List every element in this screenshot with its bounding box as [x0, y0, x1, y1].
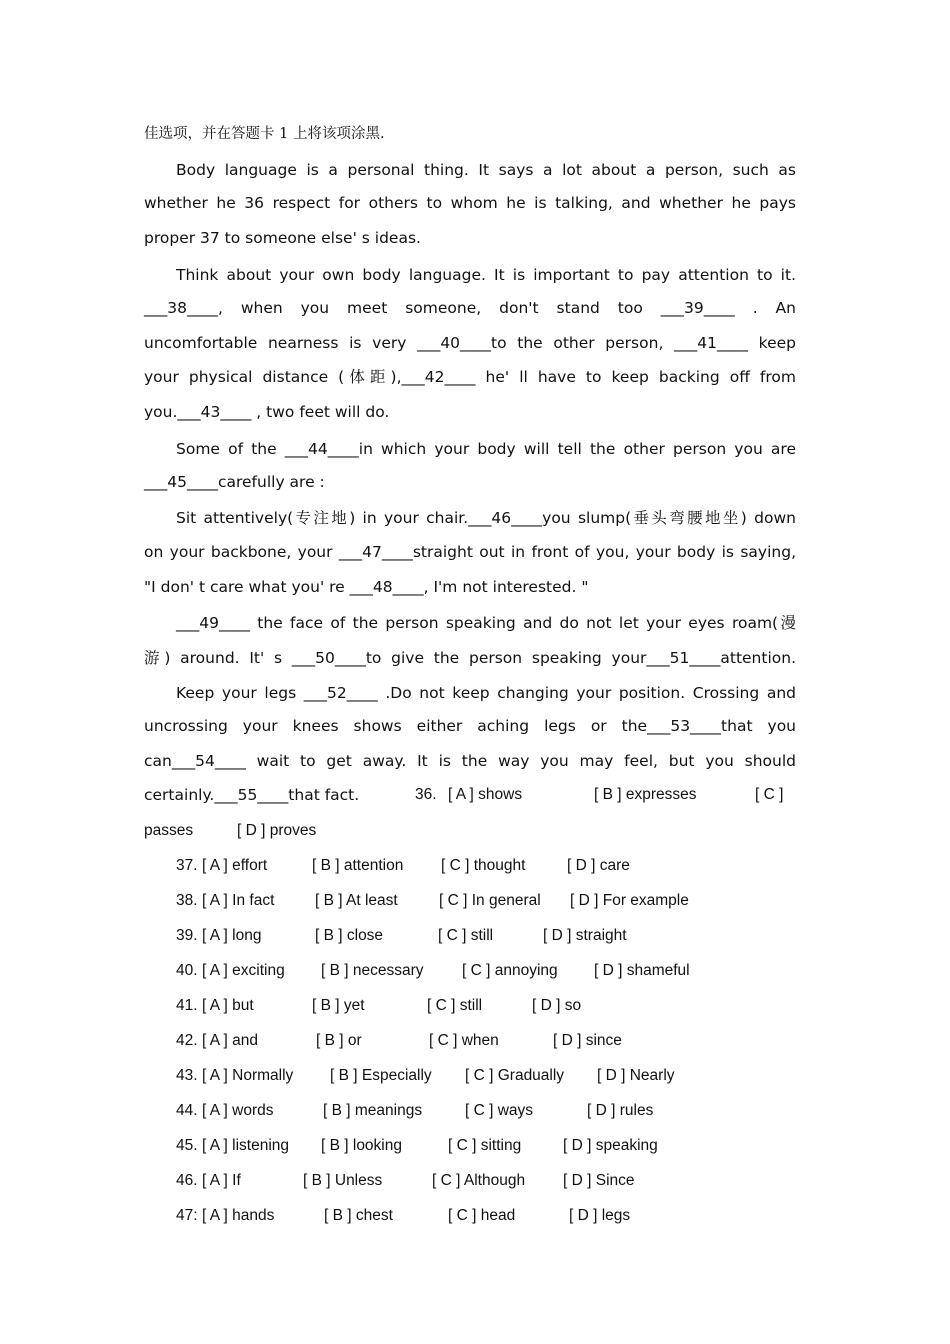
question-number: 44.: [176, 1102, 198, 1119]
passage-line: uncrossing your knees shows either aching legs or the___53____that you: [144, 717, 796, 735]
passage-line: uncomfortable nearness is very ___40____to the other person, ___41____ keep: [144, 334, 796, 352]
option-d: [ D ] shameful: [594, 962, 690, 979]
option-c: [ C ] ways: [465, 1102, 534, 1119]
option-d: [ D ] rules: [587, 1102, 654, 1119]
question-number: 37.: [176, 857, 198, 874]
option-a: [ A ] effort: [202, 857, 268, 874]
passage-line: proper 37 to someone else' s ideas.: [144, 229, 421, 247]
option-c: [ C ] still: [427, 997, 483, 1014]
option-b: [ B ] or: [316, 1032, 362, 1049]
option-b: [ B ] meanings: [323, 1102, 423, 1119]
option-d: [ D ] so: [532, 997, 582, 1014]
passage-line: ___38____, when you meet someone, don't stand too ___39____ . An: [144, 299, 796, 317]
passage-line: Think about your own body language. It is important to pay attention to it.: [176, 266, 796, 284]
option-d: [ D ] legs: [569, 1207, 631, 1224]
option-a: [ A ] listening: [202, 1137, 290, 1154]
option-c: [ C ] thought: [441, 857, 526, 874]
question-row-43: [0, 1067, 950, 1087]
question-row-39: [0, 927, 950, 947]
passage-line: Some of the ___44____in which your body will tell the other person you are: [176, 440, 796, 458]
option-b: [ B ] Unless: [303, 1172, 383, 1189]
option-b: [ B ] chest: [324, 1207, 393, 1224]
option-b: [ B ] attention: [312, 857, 404, 874]
passage-line: Sit attentively(专注地) in your chair.___46____you slump(垂头弯腰地坐) down: [176, 509, 796, 527]
option-c: [ C ] Although: [432, 1172, 526, 1189]
instruction-header: 佳选项，并在答题卡 1 上将该项涂黑.: [144, 126, 385, 142]
option-b: [ B ] Especially: [330, 1067, 432, 1084]
option-c: [ C ] annoying: [462, 962, 558, 979]
option-c: [ C ] head: [448, 1207, 516, 1224]
question-row-37: [0, 857, 950, 877]
option-a: [ A ] and: [202, 1032, 259, 1049]
question-number: 40.: [176, 962, 198, 979]
question-row-40: [0, 962, 950, 982]
option-c: [ C ]: [755, 786, 784, 803]
option-d: [ D ] proves: [237, 822, 317, 839]
passage-line: ___45____carefully are :: [144, 473, 325, 491]
option-c: [ C ] when: [429, 1032, 499, 1049]
option-b: [ B ] necessary: [321, 962, 424, 979]
question-number: 41.: [176, 997, 198, 1014]
option-a: [ A ] In fact: [202, 892, 275, 909]
question-row-42: [0, 1032, 950, 1052]
passage-line: can___54____ wait to get away. It is the way you may feel, but you should: [144, 752, 796, 770]
option-a: [ A ] hands: [202, 1207, 275, 1224]
passage-line: your physical distance (体距),___42____ he' ll have to keep backing off from: [144, 368, 796, 386]
option-a: [ A ] shows: [448, 786, 523, 803]
question-number: 39.: [176, 927, 198, 944]
option-d: [ D ] since: [553, 1032, 622, 1049]
passage-line: whether he 36 respect for others to whom he is talking, and whether he pays: [144, 194, 796, 212]
option-b: [ B ] expresses: [594, 786, 697, 803]
question-number: 47:: [176, 1207, 198, 1224]
question-number: 42.: [176, 1032, 198, 1049]
option-d: [ D ] speaking: [563, 1137, 658, 1154]
option-b: [ B ] At least: [315, 892, 398, 909]
question-row-41: [0, 997, 950, 1017]
question-number: 43.: [176, 1067, 198, 1084]
passage-line: you.___43____ , two feet will do.: [144, 403, 390, 421]
option-c: [ C ] still: [438, 927, 494, 944]
passage-line: certainly.___55____that fact.: [144, 786, 360, 804]
option-a: [ A ] words: [202, 1102, 274, 1119]
question-row-44: [0, 1102, 950, 1122]
option-c-text: passes: [144, 822, 194, 839]
option-a: [ A ] exciting: [202, 962, 285, 979]
option-b: [ B ] looking: [321, 1137, 402, 1154]
option-d: [ D ] straight: [543, 927, 627, 944]
option-c: [ C ] sitting: [448, 1137, 522, 1154]
question-row-47: [0, 1207, 950, 1227]
passage-line-with-q36: [0, 786, 950, 806]
passage-line: Keep your legs ___52____ .Do not keep changing your position. Crossing and: [176, 684, 796, 702]
option-b: [ B ] close: [315, 927, 384, 944]
passage-line: "I don' t care what you' re ___48____, I'm not interested. ": [144, 578, 589, 596]
passage-line: on your backbone, your ___47____straight out in front of you, your body is saying,: [144, 543, 796, 561]
option-a: [ A ] Normally: [202, 1067, 294, 1084]
passage-line: Body language is a personal thing. It says a lot about a person, such as: [176, 161, 796, 179]
question-row-38: [0, 892, 950, 912]
passage-line: ___49____ the face of the person speaking and do not let your eyes roam(漫: [176, 614, 796, 632]
q36-continuation: [0, 822, 950, 842]
option-d: [ D ] Since: [563, 1172, 635, 1189]
question-row-46: [0, 1172, 950, 1192]
question-number: 45.: [176, 1137, 198, 1154]
option-d: [ D ] care: [567, 857, 630, 874]
option-b: [ B ] yet: [312, 997, 365, 1014]
passage-line: 游) around. It' s ___50____to give the person speaking your___51____attention.: [144, 649, 796, 667]
question-number: 36.: [415, 786, 437, 803]
question-number: 38.: [176, 892, 198, 909]
option-d: [ D ] For example: [570, 892, 689, 909]
option-a: [ A ] long: [202, 927, 262, 944]
option-a: [ A ] but: [202, 997, 254, 1014]
option-a: [ A ] If: [202, 1172, 241, 1189]
option-d: [ D ] Nearly: [597, 1067, 675, 1084]
question-number: 46.: [176, 1172, 198, 1189]
option-c: [ C ] Gradually: [465, 1067, 565, 1084]
question-row-45: [0, 1137, 950, 1157]
option-c: [ C ] In general: [439, 892, 541, 909]
